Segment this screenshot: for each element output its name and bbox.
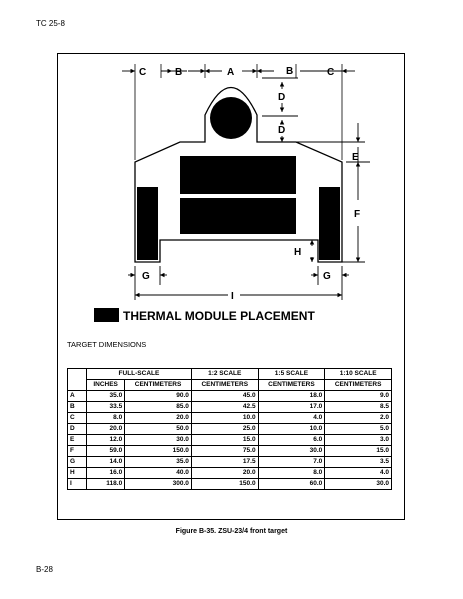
thermal-module-upper [180, 156, 296, 194]
table-cell: 17.5 [191, 457, 258, 468]
table-cell: 15.0 [325, 446, 392, 457]
table-cell: 15.0 [191, 435, 258, 446]
table-cell: 4.0 [325, 468, 392, 479]
sub-header-cm-1-2: CENTIMETERS [191, 380, 258, 391]
table-cell: 17.0 [258, 402, 325, 413]
i-dimension-arrows [135, 285, 342, 300]
table-cell: 20.0 [125, 413, 192, 424]
table-cell: 35.0 [87, 391, 125, 402]
table-cell: 45.0 [191, 391, 258, 402]
table-row [68, 413, 392, 424]
dim-label-d-lower: D [278, 125, 286, 136]
table-cell: 20.0 [191, 468, 258, 479]
table-cell: 30.0 [325, 479, 392, 490]
row-label: G [68, 457, 87, 468]
row-label: C [68, 413, 87, 424]
dim-label-c-left: C [139, 67, 147, 78]
dim-label-d-upper: D [278, 92, 286, 103]
table-row [68, 479, 392, 490]
dim-label-a: A [227, 67, 235, 78]
table-row [68, 391, 392, 402]
page-footer: B-28 [36, 565, 53, 574]
table-cell: 30.0 [258, 446, 325, 457]
table-cell: 20.0 [87, 424, 125, 435]
dim-label-b-left: B [175, 67, 183, 78]
dim-label-b-right: B [286, 66, 294, 77]
table-title: TARGET DIMENSIONS [67, 340, 147, 349]
table-row [68, 457, 392, 468]
table-cell: 33.5 [87, 402, 125, 413]
table-cell: 2.0 [325, 413, 392, 424]
row-label: E [68, 435, 87, 446]
table-row [68, 435, 392, 446]
table-cell: 150.0 [191, 479, 258, 490]
table-cell: 8.0 [258, 468, 325, 479]
dim-label-i: I [231, 291, 234, 302]
table-cell: 6.0 [258, 435, 325, 446]
table-cell: 14.0 [87, 457, 125, 468]
table-cell: 7.0 [258, 457, 325, 468]
table-cell: 4.0 [258, 413, 325, 424]
table-cell: 3.0 [325, 435, 392, 446]
table-cell: 30.0 [125, 435, 192, 446]
table-cell: 16.0 [87, 468, 125, 479]
row-label: A [68, 391, 87, 402]
table-cell: 3.5 [325, 457, 392, 468]
table-row [68, 402, 392, 413]
table-cell: 40.0 [125, 468, 192, 479]
thermal-module-left [137, 187, 158, 260]
thermal-module-right [319, 187, 340, 260]
row-label: H [68, 468, 87, 479]
table-cell: 10.0 [258, 424, 325, 435]
table-cell: 60.0 [258, 479, 325, 490]
table-row [68, 424, 392, 435]
table-cell: 42.5 [191, 402, 258, 413]
dim-label-g-left: G [142, 271, 150, 282]
group-header-full-scale: FULL-SCALE [87, 369, 192, 380]
table-cell: 85.0 [125, 402, 192, 413]
dim-label-h: H [294, 247, 302, 258]
dim-label-e: E [352, 152, 359, 163]
table-cell: 9.0 [325, 391, 392, 402]
table-row [68, 446, 392, 457]
table-cell: 8.0 [87, 413, 125, 424]
dim-label-f: F [354, 209, 361, 220]
sub-header-cm-full: CENTIMETERS [125, 380, 192, 391]
page-header: TC 25-8 [36, 19, 65, 28]
dim-label-g-right: G [323, 271, 331, 282]
sub-header-cm-1-10: CENTIMETERS [325, 380, 392, 391]
row-label: D [68, 424, 87, 435]
target-turret-circle [210, 97, 252, 139]
group-header-1-2: 1:2 SCALE [191, 369, 258, 380]
table-cell: 25.0 [191, 424, 258, 435]
table-row [68, 468, 392, 479]
legend-swatch [94, 308, 119, 322]
table-cell: 118.0 [87, 479, 125, 490]
table-cell: 35.0 [125, 457, 192, 468]
thermal-module-lower [180, 198, 296, 234]
row-label: I [68, 479, 87, 490]
table-sub-header-row [68, 380, 392, 391]
table-corner-cell [68, 369, 87, 391]
legend-label: THERMAL MODULE PLACEMENT [123, 309, 315, 323]
dimensions-table [67, 368, 392, 490]
table-cell: 5.0 [325, 424, 392, 435]
figure-caption: Figure B-35. ZSU-23/4 front target [175, 528, 288, 535]
table-cell: 75.0 [191, 446, 258, 457]
table-cell: 90.0 [125, 391, 192, 402]
dim-label-c-right: C [327, 67, 335, 78]
table-cell: 10.0 [191, 413, 258, 424]
table-cell: 59.0 [87, 446, 125, 457]
table-cell: 300.0 [125, 479, 192, 490]
table-cell: 50.0 [125, 424, 192, 435]
table-cell: 12.0 [87, 435, 125, 446]
table-cell: 8.5 [325, 402, 392, 413]
table-cell: 150.0 [125, 446, 192, 457]
row-label: B [68, 402, 87, 413]
group-header-1-10: 1:10 SCALE [325, 369, 392, 380]
row-label: F [68, 446, 87, 457]
sub-header-cm-1-5: CENTIMETERS [258, 380, 325, 391]
table-cell: 18.0 [258, 391, 325, 402]
sub-header-inches: INCHES [87, 380, 125, 391]
table-group-header-row [68, 369, 392, 380]
group-header-1-5: 1:5 SCALE [258, 369, 325, 380]
